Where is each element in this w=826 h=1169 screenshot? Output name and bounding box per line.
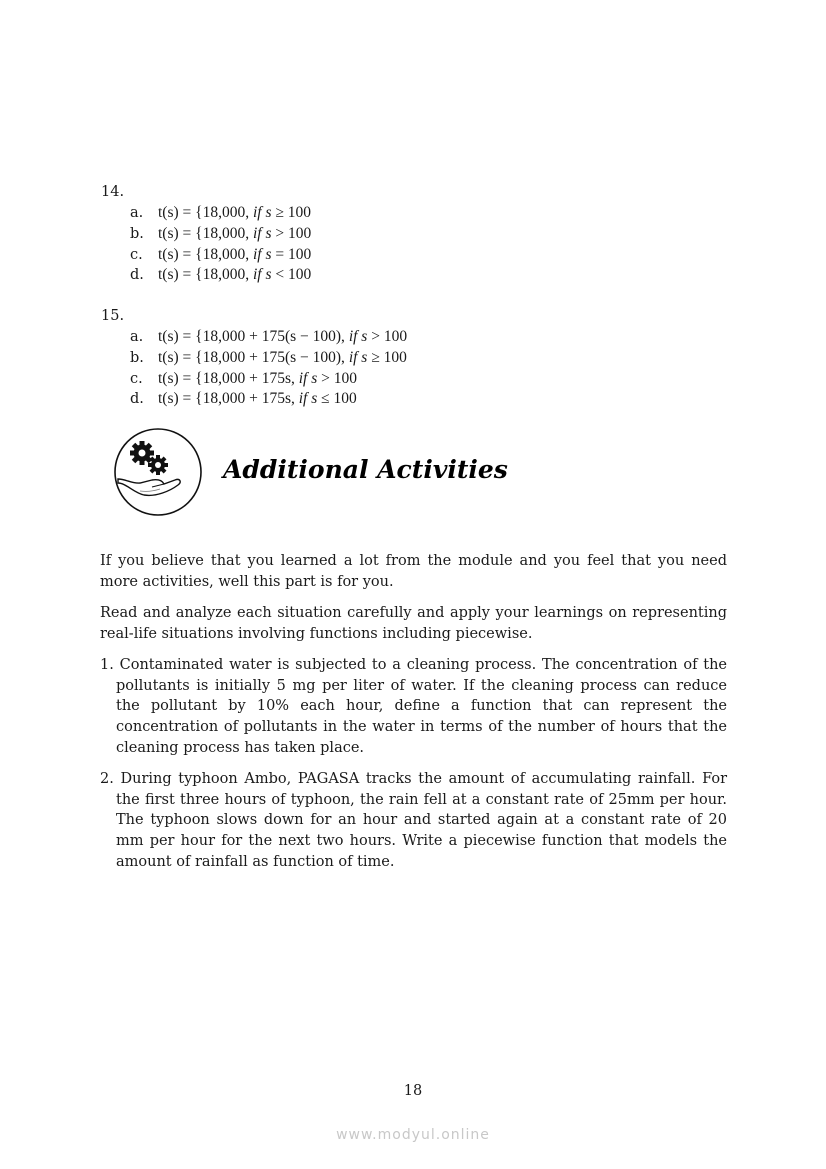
question-number: 15.	[101, 308, 125, 324]
watermark: www.modyul.online	[336, 1127, 490, 1143]
gears-in-hand-icon	[112, 427, 204, 517]
activity-item-2: 2. During typhoon Ambo, PAGASA tracks the amount of accumulating rainfall. For the first three hours of typhoon, the rain fell at a constant rate of 25mm per hour. The typhoon slows down for an hour and started again at a constant rate of 20 mm per hour for the next two hours. Write a piecewise function that models the amount of rainfall as function of time.	[100, 771, 727, 870]
choice-15c: c. t(s) = {18,000 + 175s, if s > 100	[130, 370, 358, 387]
choice-14a: a. t(s) = {18,000, if s ≥ 100	[130, 204, 312, 221]
activity-item-1: 1. Contaminated water is subjected to a cleaning process. The concentration of the pollutants is initially 5 mg per liter of water. If the cleaning process can reduce the pollutant by 10% each hour, define a function that can represent the concentration of pollutants in the water in terms of the number of hours that the cleaning process has taken place.	[100, 657, 727, 756]
choice-15b: b. t(s) = {18,000 + 175(s − 100), if s ≥ 100	[130, 349, 407, 366]
choice-14c: c. t(s) = {18,000, if s = 100	[130, 246, 312, 263]
choice-14d: d. t(s) = {18,000, if s < 100	[130, 266, 312, 283]
question-number: 14.	[101, 184, 125, 200]
choice-14b: b. t(s) = {18,000, if s > 100	[130, 225, 312, 242]
page-number: 18	[403, 1083, 423, 1099]
choice-15d: d. t(s) = {18,000 + 175s, if s ≤ 100	[130, 390, 357, 407]
instruction-paragraph: Read and analyze each situation carefully and apply your learnings on representing real-life situations involving functions including piecewise.	[100, 605, 727, 642]
section-title: Additional Activities	[223, 455, 508, 484]
intro-paragraph: If you believe that you learned a lot from the module and you feel that you need more activities, well this part is for you.	[100, 553, 727, 590]
choice-15a: a. t(s) = {18,000 + 175(s − 100), if s > 100	[130, 328, 408, 345]
